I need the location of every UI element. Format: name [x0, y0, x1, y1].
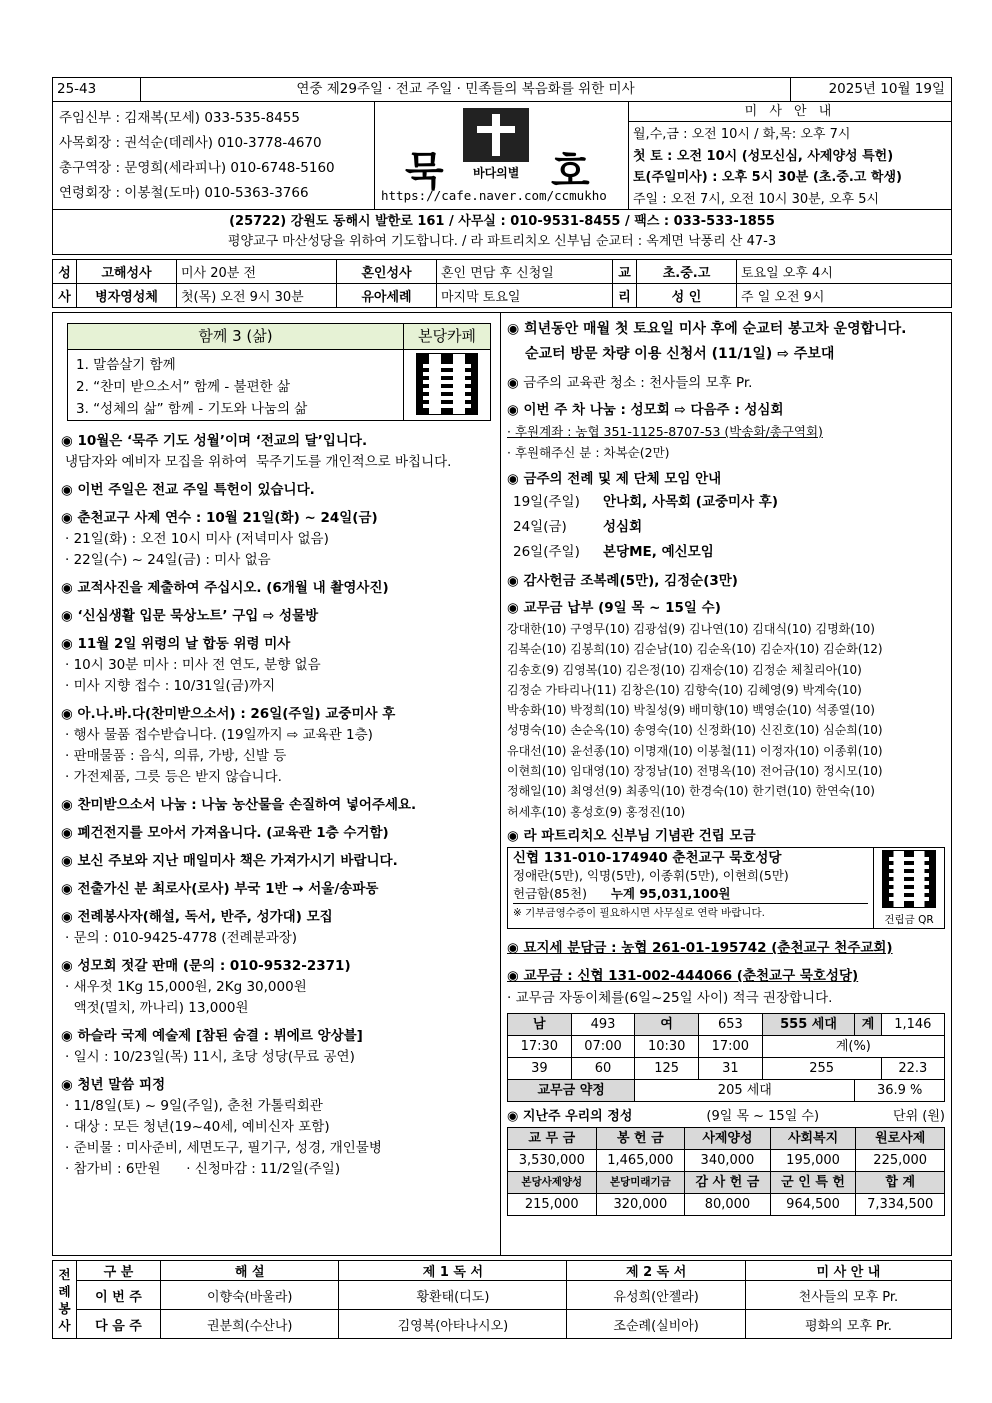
notice-detail: · 새우젓 1Kg 15,000원, 2Kg 30,000원: [65, 979, 307, 995]
notice-title: ◉ 11월 2일 위령의 날 합동 위령 미사: [61, 636, 291, 652]
notice-item: [61, 851, 492, 872]
cemetery-fee: ◉ 묘지세 분담금 : 농협 261-01-195742 (춘천교구 천주교회): [507, 939, 893, 956]
cafe-url[interactable]: https://cafe.naver.com/ccmukho: [381, 188, 607, 203]
mass-time-cell: 계(%): [762, 1035, 944, 1057]
service-cell: 다 음 주: [77, 1310, 161, 1339]
youth-label: 초.중.고: [637, 260, 737, 284]
offering-value: 7,334,500: [856, 1193, 945, 1215]
youth-time: 토요일 오후 4시: [737, 260, 952, 284]
confession-label: 고해성사: [77, 260, 177, 284]
notice-title: ◉ 찬미받으소서 나눔 : 나눔 농산물을 손질하여 넣어주세요.: [61, 797, 417, 813]
meeting-groups: 성심회: [603, 519, 643, 535]
mass-sunday: 주일 : 오전 7시, 오전 10시 30분, 오후 5시: [633, 191, 880, 207]
logo-cross-icon: [463, 108, 529, 162]
notice-detail: 냉담자와 예비자 모집을 위하여 묵주기도를 개인적으로 바칩니다.: [65, 454, 452, 470]
offering-head: 원로사제: [856, 1127, 945, 1149]
offering-unit: 단위 (원): [893, 1108, 945, 1124]
service-head: 구 분: [77, 1261, 161, 1281]
notice-detail: · 미사 지향 접수 : 10/31일(금)까지: [65, 678, 276, 694]
offering-value: 964,500: [770, 1193, 856, 1215]
notice-title: ◉ ‘신심생활 입문 묵상노트’ 구입 ⇨ 성물방: [61, 608, 319, 624]
main-body: [52, 312, 952, 1256]
notice-title: ◉ 보신 주보와 지난 매일미사 책은 가져가시기 바랍니다.: [61, 853, 398, 869]
dues-line: 정해일(10) 최영선(9) 최종익(10) 한경숙(10) 한기련(10) 한연숙(10): [507, 784, 875, 799]
together-title: 함께 3 (삶): [68, 324, 403, 350]
notice-title: ◉ 하슬라 국제 예술제 [참된 숨결 : 뷔에르 앙상블]: [61, 1028, 363, 1044]
dues-line: 김정순 가타리나(11) 김창은(10) 김향숙(10) 김혜영(9) 박계숙(10): [507, 682, 862, 697]
dues-line: 김송호(9) 김영복(10) 김은정(10) 김재승(10) 김정순 체칠리아(10): [507, 662, 862, 677]
memorial-box-amount: 헌금함(85천): [513, 885, 587, 901]
memorial-box: [507, 847, 945, 929]
notice-title: ◉ 성모회 젓갈 판매 (문의 : 010-9532-2371): [61, 958, 351, 974]
attendance-cell: 31: [699, 1057, 763, 1079]
service-cell: 유성희(안젤라): [567, 1281, 745, 1310]
dues-line: 이현희(10) 임대영(10) 장정남(10) 전명옥(10) 전어금(10) 정시모(10): [507, 764, 883, 779]
mass-time-cell: 07:00: [571, 1035, 635, 1057]
cafe-label: 본당카페: [404, 324, 490, 350]
dues-autopay: · 교무금 자동이체를(6일~25일 사이) 적극 권장합니다.: [507, 989, 833, 1006]
dues-pledge-cell: 교무금 약정: [508, 1079, 635, 1101]
notice-title: ◉ 전출가신 분 최로사(로사) 부국 1반 → 서울/송파동: [61, 881, 379, 897]
logo-char-left: 묵: [405, 149, 444, 195]
notice-detail: · 준비물 : 미사준비, 세면도구, 필기구, 성경, 개인물병: [65, 1140, 382, 1156]
issue-date: 2025년 10월 19일: [828, 81, 945, 97]
attendance-cell: 60: [571, 1057, 635, 1079]
dues-line: 유대선(10) 윤선종(10) 이명재(10) 이봉철(11) 이정자(10) 이종휘(10): [507, 743, 883, 758]
offering-head: 본당사제양성: [508, 1171, 597, 1193]
service-cell: 천사들의 모후 Pr.: [745, 1281, 951, 1310]
notice-item: [61, 823, 492, 844]
dues-pledge-cell: 36.9 %: [855, 1079, 945, 1101]
dues-line: 강대한(10) 구영무(10) 김광섭(9) 김나연(10) 김대식(10) 김명화(10): [507, 622, 875, 636]
notice-detail: · 11/8일(토) ~ 9일(주일), 춘천 가톨릭회관: [65, 1098, 323, 1114]
bulletin: [52, 77, 952, 1347]
offering-value: 3,530,000: [508, 1149, 597, 1171]
offering-table: [507, 1127, 945, 1216]
service-cell: 이향숙(바울라): [161, 1281, 339, 1310]
memorial-fund: [507, 826, 945, 929]
census-cell: 493: [571, 1013, 635, 1035]
mass-weekday: 월,수,금 : 오전 10시 / 화,목: 오후 7시: [633, 127, 851, 142]
notice-detail: · 행사 물품 접수받습니다. (19일까지 ⇨ 교육관 1층): [65, 727, 373, 743]
service-head: 제 1 독 서: [339, 1261, 567, 1281]
notice-detail: · 10시 30분 미사 : 미사 전 연도, 분향 없음: [65, 657, 321, 673]
tea-notice: [507, 400, 945, 463]
notice-detail: · 대상 : 모든 청년(19~40세, 예비신자 포함): [65, 1119, 330, 1135]
together-item-2: 2. “찬미 받으소서” 함께 - 불편한 삶: [76, 379, 290, 395]
mass-time-cell: 17:30: [508, 1035, 572, 1057]
service-head: 제 2 독 서: [567, 1261, 745, 1281]
dues-account: ◉ 교무금 : 신협 131-002-444066 (춘천교구 묵호성당): [507, 967, 859, 984]
service-cell: 황환태(디도): [339, 1281, 567, 1310]
service-table: [52, 1260, 952, 1339]
notice-detail: · 21일(화) : 오전 10시 미사 (저녁미사 없음): [65, 531, 329, 547]
notice-item: [61, 704, 492, 788]
census-cell: 남: [508, 1013, 572, 1035]
together-item-3: 3. “성체의 삶” 함께 - 기도와 나눔의 삶: [76, 401, 308, 417]
service-cell: 권분희(수산나): [161, 1310, 339, 1339]
memorial-account: 신협 131-010-174940 춘천교구 묵호성당: [513, 849, 782, 866]
dues-pledge-cell: 205 세대: [635, 1079, 855, 1101]
memorial-note: ※ 기부금영수증이 필요하시면 사무실로 연락 바랍니다.: [513, 903, 868, 922]
attendance-cell: 125: [635, 1057, 699, 1079]
notice-item: [61, 956, 492, 1019]
offering-head: 본당미래기금: [596, 1171, 685, 1193]
service-cell: 조순례(실비아): [567, 1310, 745, 1339]
notice-item: [61, 578, 492, 599]
pilgrim-bus-line1: ◉ 희년동안 매월 첫 토요일 미사 후에 순교터 봉고차 운영합니다.: [507, 321, 907, 337]
prayer-intention: 평양교구 마산성당을 위하여 기도합니다. / 라 파트리치오 신부님 순교터 : 옥계면 낙풍리 산 47-3: [227, 234, 777, 249]
marriage-info: 혼인 면담 후 신청일: [437, 260, 613, 284]
address: (25722) 강원도 동해시 발한로 161 / 사무실 : 010-9531-8455 / 팩스 : 033-533-1855: [229, 214, 775, 229]
offering-title: ◉ 지난주 우리의 정성: [507, 1108, 633, 1124]
edu-side-1: 교: [613, 260, 637, 284]
tea-title: ◉ 이번 주 차 나눔 : 성모회 ⇨ 다음주 : 성심회: [507, 402, 784, 418]
notice-item: [61, 480, 492, 501]
meeting-row: [507, 490, 945, 515]
notice-detail: · 22일(수) ~ 24일(금) : 미사 없음: [65, 552, 271, 568]
census-cell: 계: [855, 1013, 881, 1035]
census-cell: 653: [699, 1013, 763, 1035]
service-side-label: 전례봉사: [58, 1266, 71, 1333]
adult-time: 주 일 오전 9시: [737, 284, 952, 308]
address-block: [52, 210, 952, 255]
offering-head: 사제양성: [685, 1127, 771, 1149]
thanks-offering: ◉ 감사헌금 조복례(5만), 김정순(3만): [507, 573, 738, 589]
memorial-qr-label: 건립금 QR: [884, 913, 934, 926]
meeting-notice: [507, 469, 945, 565]
dues-line: 허세후(10) 홍성호(9) 홍정진(10): [507, 804, 686, 819]
offering-value: 195,000: [770, 1149, 856, 1171]
attendance-cell: 255: [762, 1057, 881, 1079]
issue-number: 25-43: [53, 78, 141, 101]
contacts: [53, 102, 375, 209]
notices-left: [61, 431, 492, 1180]
notice-item: [61, 1075, 492, 1180]
offering-head: 사회복지: [770, 1127, 856, 1149]
offering-value: 215,000: [508, 1193, 597, 1215]
dues-notice: [507, 598, 945, 822]
notice-title: ◉ 10월은 ‘묵주 기도 성월’이며 ‘전교의 달’입니다.: [61, 433, 368, 449]
memorial-total: 누계 95,031,100원: [610, 885, 731, 901]
mass-guide: [629, 102, 951, 209]
notice-detail: 액젓(멸치, 까나리) 13,000원: [65, 1000, 249, 1016]
offering-header: [507, 1106, 945, 1127]
baptism-info: 마지막 토요일: [437, 284, 613, 308]
confession-time: 미사 20분 전: [177, 260, 337, 284]
notice-title: ◉ 전례봉사자(해설, 독서, 반주, 성가대) 모집: [61, 909, 333, 925]
sick-label: 병자영성체: [77, 284, 177, 308]
memorial-qr-icon[interactable]: [882, 850, 936, 908]
notice-detail: · 일시 : 10/23일(목) 11시, 초당 성당(무료 공연): [65, 1049, 355, 1065]
census-cell: 555 세대: [762, 1013, 855, 1035]
pilgrim-bus-line2: 순교터 방문 차량 이용 신청서 (11/1일) ⇨ 주보대: [525, 346, 835, 362]
mass-time-cell: 17:00: [699, 1035, 763, 1057]
offering-head: 봉 헌 금: [596, 1127, 685, 1149]
offering-head: 합 계: [856, 1171, 945, 1193]
sick-time: 첫(목) 오전 9시 30분: [177, 284, 337, 308]
service-cell: 이 번 주: [77, 1281, 161, 1310]
edu-side-2: 리: [613, 284, 637, 308]
notice-detail: · 문의 : 010-9425-4778 (전례분과장): [65, 930, 298, 946]
notice-detail: · 참가비 : 6만원 · 신청마감 : 11/2일(주일): [65, 1161, 341, 1177]
mass-guide-title: 미 사 안 내: [629, 102, 951, 122]
offering-head: 감 사 헌 금: [685, 1171, 771, 1193]
logo-char-right: 호: [551, 149, 590, 195]
contact-council: 사목회장 : 권석순(데레사) 010-3778-4670: [59, 135, 322, 151]
meeting-title: ◉ 금주의 전례 및 제 단체 모임 안내: [507, 471, 722, 487]
contact-funeral: 연령회장 : 이봉철(도마) 010-5363-3766: [59, 185, 309, 201]
notice-item: [61, 634, 492, 697]
notice-title: ◉ 아.나.바.다(찬미받으소서) : 26일(주일) 교중미사 후: [61, 706, 396, 722]
service-head: 미 사 안 내: [745, 1261, 951, 1281]
meeting-date: 19일(주일): [513, 494, 580, 510]
notice-item: [61, 795, 492, 816]
contact-district: 총구역장 : 문영희(세라피나) 010-6748-5160: [59, 160, 335, 176]
left-column: [53, 313, 501, 1255]
mass-time-cell: 10:30: [635, 1035, 699, 1057]
offering-head: 교 무 금: [508, 1127, 597, 1149]
meeting-groups: 본당ME, 예신모임: [603, 544, 714, 560]
offering-value: 225,000: [856, 1149, 945, 1171]
meeting-groups: 안나회, 사목회 (교중미사 후): [603, 494, 779, 510]
cafe-qr-icon[interactable]: [416, 353, 478, 415]
notice-detail: · 판매물품 : 음식, 의류, 가방, 신발 등: [65, 748, 287, 764]
attendance-cell: 22.3: [881, 1057, 944, 1079]
offering-value: 340,000: [685, 1149, 771, 1171]
offering-value: 320,000: [596, 1193, 685, 1215]
attendance-cell: 39: [508, 1057, 572, 1079]
together-item-1: 1. 말씀살기 함께: [76, 357, 176, 373]
dues-line: 박송화(10) 박정희(10) 박칠성(9) 배미향(10) 백영순(10) 석종열(10): [507, 703, 875, 718]
pilgrim-bus-notice: [507, 317, 945, 367]
sacr-side-1: 성: [53, 260, 77, 284]
notice-item: [61, 606, 492, 627]
dues-line: 김복순(10) 김봉희(10) 김순남(10) 김순옥(10) 김순자(10) 김순화(12): [507, 642, 883, 657]
info-block: [52, 102, 952, 210]
notice-title: ◉ 춘천교구 사제 연수 : 10월 21일(화) ~ 24일(금): [61, 510, 378, 526]
dues-title: ◉ 교무금 납부 (9일 목 ~ 15일 수): [507, 600, 721, 616]
notice-detail: · 가전제품, 그릇 등은 받지 않습니다.: [65, 769, 282, 785]
service-head: 해 설: [161, 1261, 339, 1281]
offering-period: (9일 목 ~ 15일 수): [706, 1108, 820, 1124]
notice-title: ◉ 청년 말씀 피정: [61, 1077, 166, 1093]
meeting-date: 26일(주일): [513, 544, 580, 560]
together-box: [67, 323, 491, 421]
meeting-row: [507, 540, 945, 565]
service-cell: 김영복(아타나시오): [339, 1310, 567, 1339]
offering-value: 1,465,000: [596, 1149, 685, 1171]
marriage-label: 혼인성사: [337, 260, 437, 284]
notice-title: ◉ 폐건전지를 모아서 가져옵니다. (교육관 1층 수거함): [61, 825, 389, 841]
logo-subtitle: 바다의별: [473, 166, 520, 180]
census-cell: 여: [635, 1013, 699, 1035]
offering-head: 군 인 특 헌: [770, 1171, 856, 1193]
tea-account: · 후원계좌 : 농협 351-1125-8707-53 (박송화/총구역회): [507, 424, 823, 439]
meeting-row: [507, 515, 945, 540]
sacrament-table: [52, 259, 952, 308]
notice-item: [61, 879, 492, 900]
memorial-donors: 정애란(5만), 익명(5만), 이종휘(5만), 이현희(5만): [513, 867, 789, 883]
notice-item: [61, 907, 492, 949]
service-cell: 평화의 모후 Pr.: [745, 1310, 951, 1339]
notice-item: [61, 508, 492, 571]
dues-line: 성명숙(10) 손순옥(10) 송영숙(10) 신정화(10) 신진호(10) 심순희(10): [507, 723, 883, 738]
header-bar: [52, 77, 952, 102]
logo-area: [375, 102, 629, 209]
memorial-title: ◉ 라 파트리치오 신부님 기념관 건립 모금: [507, 827, 756, 844]
sacr-side-2: 사: [53, 284, 77, 308]
notice-title: ◉ 이번 주일은 전교 주일 특헌이 있습니다.: [61, 482, 315, 498]
notice-item: [61, 1026, 492, 1068]
tea-donor: · 후원해주신 분 : 차복순(2만): [507, 445, 670, 460]
notice-item: [61, 431, 492, 473]
service-side: [53, 1261, 77, 1339]
cleaning-notice: ◉ 금주의 교육관 청소 : 천사들의 모후 Pr.: [507, 375, 753, 391]
offering-value: 80,000: [685, 1193, 771, 1215]
meeting-date: 24일(금): [513, 519, 567, 535]
mass-first-sat: 첫 토 : 오전 10시 (성모신심, 사제양성 특헌): [633, 148, 894, 164]
adult-label: 성 인: [637, 284, 737, 308]
notice-title: ◉ 교적사진을 제출하여 주십시오. (6개월 내 촬영사진): [61, 580, 389, 596]
census-cell: 1,146: [881, 1013, 944, 1035]
right-column: [501, 313, 951, 1255]
baptism-label: 유아세례: [337, 284, 437, 308]
contact-priest: 주임신부 : 김재복(모세) 033-535-8455: [59, 110, 300, 126]
census-table: [507, 1013, 945, 1102]
page-title: 연중 제29주일 · 전교 주일 · 민족들의 복음화를 위한 미사: [141, 78, 791, 101]
mass-sat: 토(주일미사) : 오후 5시 30분 (초.중.고 학생): [633, 170, 902, 185]
